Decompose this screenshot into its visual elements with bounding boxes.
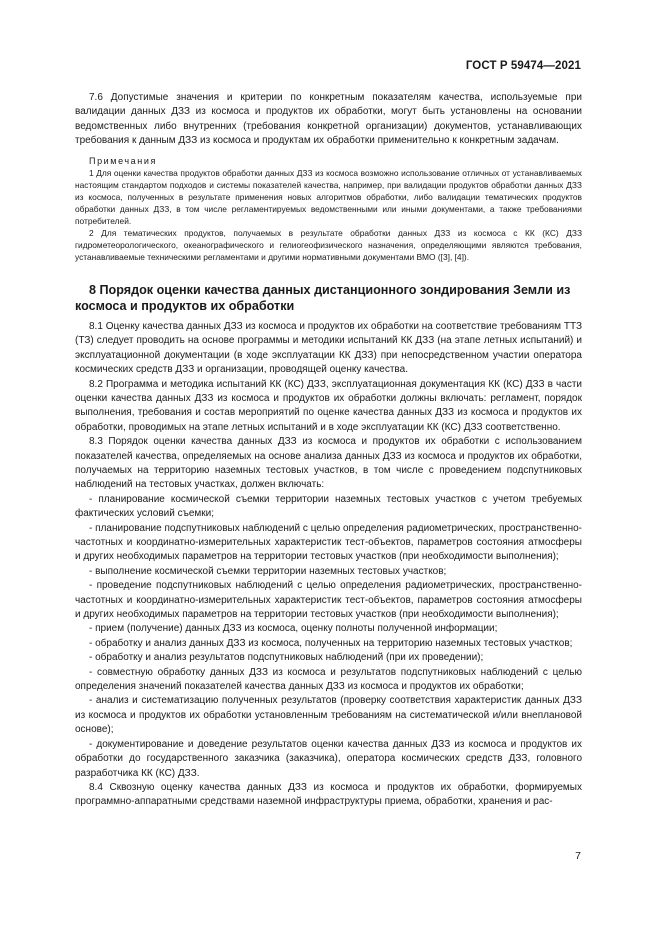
list-item: - обработку и анализ результатов подспутниковых наблюдений (при их проведении); <box>89 652 484 664</box>
list-item: - обработку и анализ данных ДЗЗ из космоса, полученных на территорию наземных тестовых участков; <box>89 637 573 649</box>
list-item: - планирование подспутниковых наблюдений с целью определения радиометрических, пространственно-частотных и координатно-измерительных характеристик тест-объектов, параметров состояния атмосферы и других необходимых параметров на территории тестовых участков (при необходимости выполнения); <box>75 522 582 563</box>
paragraph-8-4: 8.4 Сквозную оценку качества данных ДЗЗ из космоса и продуктов их обработки, формируемых программно-аппаратными средствами наземной инфраструктуры приема, обработки, хранения и рас- <box>75 781 582 808</box>
list-item: - планирование космической съемки территории наземных тестовых участков с учетом требуемых фактических условий съемки; <box>75 493 582 520</box>
page-content <box>75 91 582 810</box>
section-8-heading: 8 Порядок оценки качества данных дистанционного зондирования Земли из космоса и продуктов их обработки <box>75 282 571 313</box>
list-item: - прием (получение) данных ДЗЗ из космоса, оценку полноты полученной информации; <box>89 623 498 635</box>
list-item: - документирование и доведение результатов оценки качества данных ДЗЗ из космоса и продуктов их обработки до государственного заказчика (заказчика), оператора космических средств ДЗЗ, головного разработчика КК (КС) ДЗЗ. <box>75 738 582 779</box>
note-2: 2 Для тематических продуктов, получаемых в результате обработки данных ДЗЗ из космоса с КК (КС) ДЗЗ гидрометеорологического, океанографического и гелиогеофизического назначения, определяющими являются требования, устанавливаемые техническими регламентами и другими нормативными документами ВМО ([3], [4]). <box>75 227 582 262</box>
list-item: - совместную обработку данных ДЗЗ из космоса и результатов подспутниковых наблюдений с целью определения значений показателей качества данных ДЗЗ из космоса и продуктов их обработки; <box>75 666 582 693</box>
page-number: 7 <box>575 850 581 862</box>
paragraph-8-1: 8.1 Оценку качества данных ДЗЗ из космоса и продуктов их обработки на соответствие требованиям ТТЗ (ТЗ) следует проводить на основе программы и методики испытаний КК ДЗЗ (на этапе летных испытаний) и эксплуатационной документации (в ходе эксплуатации КК ДЗЗ) при непосредственном участии оператора космических средств ДЗЗ и организации, проводящей оценку качества. <box>75 320 582 376</box>
paragraph-8-2: 8.2 Программа и методика испытаний КК (КС) ДЗЗ, эксплуатационная документация КК (КС) ДЗЗ в части оценки качества данных ДЗЗ из космоса и продуктов их обработки должны включать: регламент, порядок выполнения, требования и состав мероприятий по оценке качества данных ДЗЗ из космоса и продуктов их обработки, проводимых на этапе летных испытаний и в ходе эксплуатации КК (КС) ДЗЗ соответственно. <box>75 378 582 433</box>
paragraph-8-3: 8.3 Порядок оценки качества данных ДЗЗ из космоса и продуктов их обработки с использованием показателей качества, определяемых на основе анализа данных ДЗЗ из космоса и продуктов их обработки, получаемых на территорию наземных тестовых участков, в том числе с проведением подспутниковых наблюдений на тестовых участках, должен включать: <box>75 436 582 491</box>
note-1: 1 Для оценки качества продуктов обработки данных ДЗЗ из космоса возможно использование отличных от устанавливаемых настоящим стандартом подходов и системы показателей качества, например, при валидации продуктов обработки данных ДЗЗ из космоса, полученных в результате применения новых алгоритмов обработки, либо валидации тематических продуктов обработки данных ДЗЗ, в том числе регламентируемых ведомственными или иными документами, а также требованиями потребителей. <box>75 167 582 226</box>
notes-title: Примечания <box>89 155 157 166</box>
list-item: - выполнение космической съемки территории наземных тестовых участков; <box>89 565 447 577</box>
list-item: - проведение подспутниковых наблюдений с целью определения радиометрических, пространственно-частотных и координатно-измерительных характеристик тест-объектов, параметров состояния атмосферы и других необходимых параметров на территории тестовых участков (при необходимости выполнения); <box>75 580 582 621</box>
standard-code-header: ГОСТ Р 59474—2021 <box>465 60 581 72</box>
list-item: - анализ и систематизацию полученных результатов (проверку соответствия характеристик данных ДЗЗ из космоса и продуктов их обработки установленным требованиям на систематической и/или внеплановой основе); <box>75 695 582 736</box>
paragraph-7-6: 7.6 Допустимые значения и критерии по конкретным показателям качества, используемые при валидации данных ДЗЗ из космоса и продуктов их обработки, могут быть установлены на основании ведомственных либо внутренних (требования конкретной организации) документов, устанавливающих требования к данным ДЗЗ из космоса и продуктам их обработки применительно к конкретным задачам. <box>75 92 582 147</box>
